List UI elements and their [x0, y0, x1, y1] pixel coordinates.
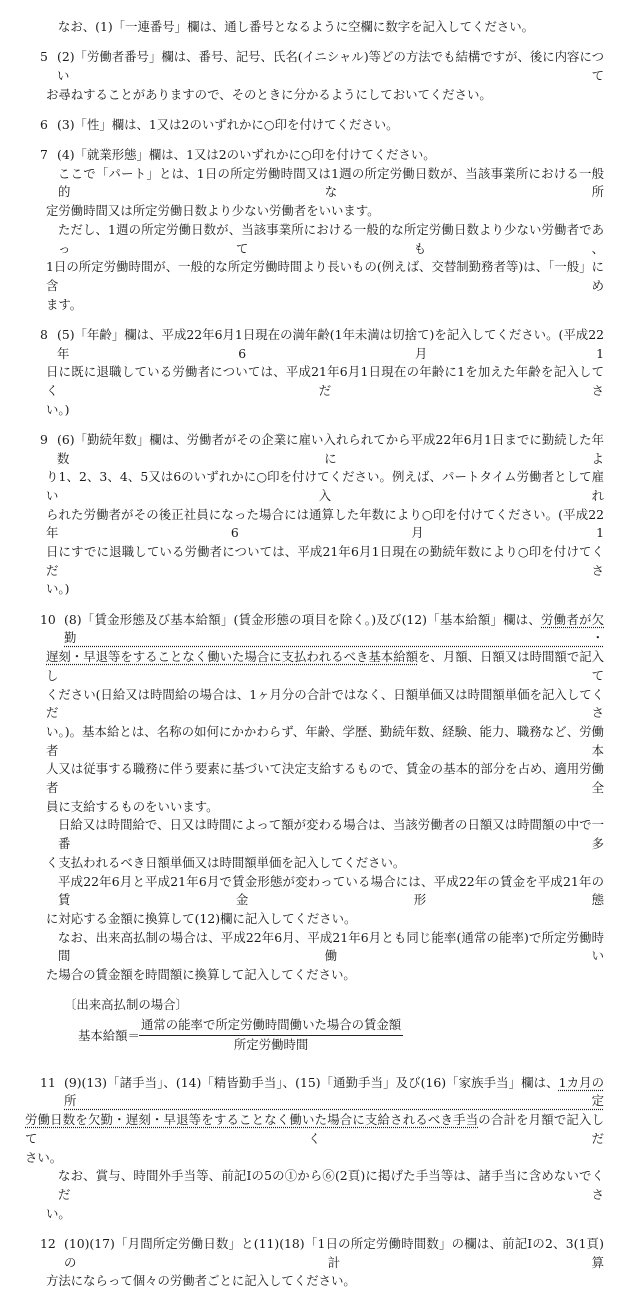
section-number: 7 — [40, 147, 48, 163]
text-segment: (8)「賃金形態及び基本給額」(賃金形態の項目を除く。)及び(12)「基本給額」欄は、 — [64, 611, 542, 627]
text-line: 日給又は時間給で、日又は時間によって額が変わる場合は、当該労働者の日額又は時間額の中で一番多 — [58, 817, 604, 852]
text-line: (3)「性」欄は、1又は2のいずれかに○印を付けてください。 — [57, 116, 399, 132]
section-6 — [0, 116, 630, 135]
text-line — [25, 1111, 604, 1148]
section-number: 5 — [40, 49, 48, 65]
section-10 — [0, 611, 630, 985]
text-segment: を、月額、日額又は時間額で記入して — [46, 649, 605, 683]
text-line: 平成22年6月と平成21年6月で賃金形態が変わっている場合には、平成22年の賃金を平成21年の賃金形態 — [58, 873, 604, 908]
text-line: い。) — [46, 581, 70, 597]
text-line: なお、(1)「一連番号」欄は、通し番号となるように空欄に数字を記入してください。 — [58, 19, 535, 34]
text-line: 員に支給するものをいいます。 — [46, 798, 219, 814]
underlined-text: 1カ月の所定 — [64, 1074, 605, 1109]
text-line: た場合の賃金額を時間額に換算して記入してください。 — [46, 967, 356, 983]
underlined-text: 遅刻・早退等をすることなく働いた場合に支払われるべき基本給額 — [46, 649, 419, 665]
text-line: い。 — [46, 1205, 71, 1221]
section-7 — [0, 146, 630, 314]
text-line: (2)「労働者番号」欄は、番号、記号、氏名(イニシャル)等どの方法でも結構ですが、後に内容について — [57, 49, 604, 83]
text-line: (5)「年齢」欄は、平成22年6月1日現在の満年齢(1年未満は切捨て)を記入してください。(平成22年6月1 — [57, 326, 604, 361]
section-12 — [0, 1235, 630, 1291]
text-line: られた労働者がその後正社員になった場合には通算した年数により○印を付けてください。(平成22年6月1 — [46, 506, 604, 541]
text-segment: (9)(13)「諸手当」、(14)「精皆勤手当」、(15)「通勤手当」及び(16)「家族手当」欄は、 — [64, 1074, 559, 1090]
text-line: なお、賞与、時間外手当等、前記Ⅰの5の①から⑥(2頁)に掲げた手当等は、諸手当に含めないでくださ — [58, 1168, 604, 1202]
text-line: 日に既に退職している労働者については、平成21年6月1日現在の年齢に1を加えた年齢を記入してくださ — [46, 364, 604, 398]
text-line: 方法にならって個々の労働者ごとに記入してください。 — [46, 1273, 356, 1289]
section-9 — [0, 431, 630, 599]
text-line: い。)。基本給とは、名称の如何にかかわらず、年齢、学歴、勤続年数、経験、能力、職務など、労働者本 — [46, 723, 604, 758]
underlined-text: 労働日数を欠勤・遅刻・早退等をすることなく働いた場合に支給されるべき手当 — [25, 1112, 479, 1128]
text-line: (6)「勤続年数」欄は、労働者がその企業に雇い入れられてから平成22年6月1日までに勤続した年数によ — [57, 431, 604, 466]
text-line: なお、出来高払制の場合は、平成22年6月、平成21年6月とも同じ能率(通常の能率)で所定労働時間働い — [58, 929, 604, 964]
formula-block — [0, 996, 630, 1062]
text-segment: の合計を月額で記入してくだ — [25, 1112, 605, 1146]
text-line: ただし、1週の所定労働日数が、当該事業所における一般的な所定労働日数より少ない労働者であっても、 — [58, 221, 604, 256]
text-line: 1日の所定労働時間が、一般的な所定労働時間より長いもの(例えば、交替制勤務者等)は、「一般」に含め — [46, 259, 604, 293]
text-line: に対応する金額に換算して(12)欄に記入してください。 — [46, 910, 357, 926]
section-number: 10 — [40, 611, 56, 627]
text-line: (4)「就業形態」欄は、1又は2のいずれかに○印を付けてください。 — [57, 147, 436, 163]
formula-heading: 〔出来高払制の場合〕 — [64, 997, 188, 1013]
section-number: 11 — [40, 1074, 56, 1090]
formula-lhs: 基本給額＝ — [78, 1028, 140, 1044]
text-line: い。) — [46, 401, 70, 417]
text-line: ください(日給又は時間給の場合は、1ヶ月分の合計ではなく、日額単価又は時間額単価を記入してくださ — [46, 686, 604, 721]
section-intro — [0, 18, 630, 37]
text-line: ます。 — [46, 296, 83, 312]
text-line: (10)(17)「月間所定労働日数」と(11)(18)「1日の所定労働時間数」の欄は、前記Ⅰの2、3(1頁)の計算 — [64, 1235, 604, 1270]
text-line — [46, 648, 604, 685]
section-number: 6 — [40, 116, 48, 132]
section-number: 12 — [40, 1235, 56, 1251]
text-line: さい。 — [25, 1149, 63, 1165]
section-8 — [0, 326, 630, 420]
section-5 — [0, 48, 630, 104]
text-line: ここで「パート」とは、1日の所定労働時間又は1週の所定労働日数が、当該事業所における一般的な所 — [58, 165, 604, 200]
text-line: 定労働時間又は所定労働日数より少ない労働者をいいます。 — [46, 203, 380, 219]
text-line — [64, 611, 604, 648]
section-11 — [0, 1074, 630, 1224]
section-number: 8 — [40, 326, 48, 342]
text-line: 人又は従事する職務に伴う要素に基づいて決定支給するもので、賃金の基本的部分を占め、適用労働者全 — [46, 761, 604, 796]
formula-fraction — [139, 1016, 403, 1054]
formula-numerator: 通常の能率で所定労働時間働いた場合の賃金額 — [139, 1016, 403, 1036]
text-line — [64, 1074, 604, 1111]
formula-denominator: 所定労働時間 — [233, 1037, 309, 1053]
underlined-text: 労働者が欠勤・ — [64, 611, 604, 646]
section-number: 9 — [40, 431, 48, 447]
text-line: お尋ねすることがありますので、そのときに分かるようにしておいてください。 — [46, 86, 492, 102]
text-line: く支払われるべき日額単価又は時間額単価を記入してください。 — [46, 854, 406, 870]
text-line: り1、2、3、4、5又は6のいずれかに○印を付けてください。例えば、パートタイム労働者として雇い入れ — [46, 469, 604, 503]
text-line: 日にすでに退職している労働者については、平成21年6月1日現在の勤続年数により○印を付けてくださ — [46, 544, 604, 578]
